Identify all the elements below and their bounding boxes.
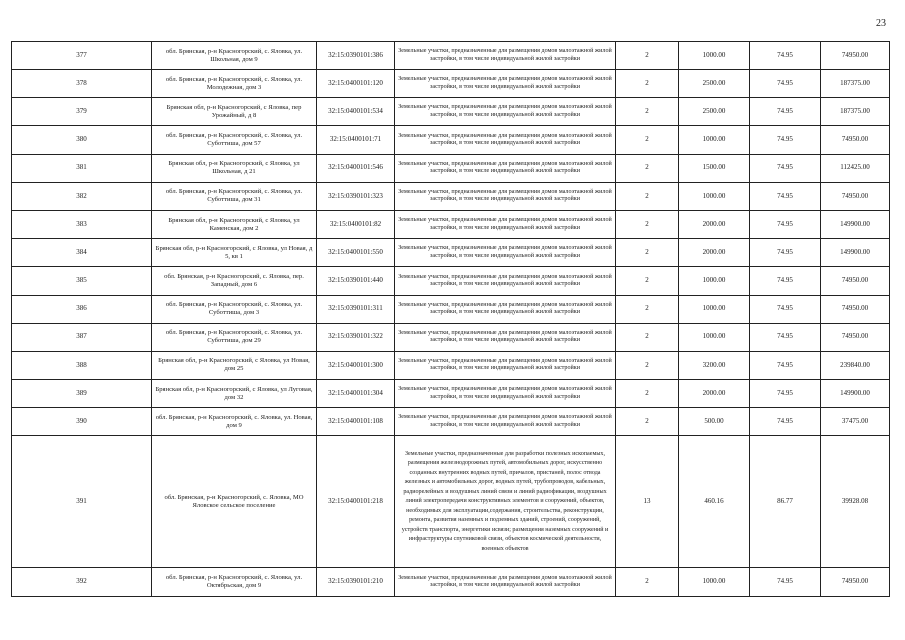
group-code-cell: 2 xyxy=(616,98,679,126)
specific-value-cell: 74.95 xyxy=(750,42,821,70)
area-cell: 460.16 xyxy=(679,436,750,568)
row-number-cell: 384 xyxy=(12,239,152,267)
area-cell: 1500.00 xyxy=(679,154,750,182)
address-cell: обл. Брянская, р-н Красногорский, с. Яловка, ул. Молодежная, дом 3 xyxy=(152,70,317,98)
cadastral-number-cell: 32:15:0390101:311 xyxy=(317,295,395,323)
group-code-cell: 2 xyxy=(616,295,679,323)
specific-value-cell: 74.95 xyxy=(750,380,821,408)
land-use-cell: Земельные участки, предназначенные для размещения домов малоэтажной жилой застройки, в том числе индивидуальной жилой застройки xyxy=(395,70,616,98)
land-use-cell: Земельные участки, предназначенные для размещения домов малоэтажной жилой застройки, в том числе индивидуальной жилой застройки xyxy=(395,267,616,295)
table-row xyxy=(12,210,890,238)
cadastral-value-cell: 187375.00 xyxy=(821,98,890,126)
cadastral-number-cell: 32:15:0400101:82 xyxy=(317,210,395,238)
area-cell: 500.00 xyxy=(679,408,750,436)
area-cell: 1000.00 xyxy=(679,42,750,70)
cadastral-value-cell: 74950.00 xyxy=(821,126,890,154)
cadastral-value-cell: 37475.00 xyxy=(821,408,890,436)
group-code-cell: 2 xyxy=(616,239,679,267)
cadastral-value-cell: 74950.00 xyxy=(821,568,890,596)
table-row xyxy=(12,351,890,379)
cadastral-number-cell: 32:15:0400101:304 xyxy=(317,380,395,408)
land-use-cell: Земельные участки, предназначенные для размещения домов малоэтажной жилой застройки, в том числе индивидуальной жилой застройки xyxy=(395,351,616,379)
group-code-cell: 2 xyxy=(616,70,679,98)
area-cell: 2000.00 xyxy=(679,210,750,238)
group-code-cell: 2 xyxy=(616,267,679,295)
row-number-cell: 389 xyxy=(12,380,152,408)
cadastral-value-cell: 149900.00 xyxy=(821,210,890,238)
group-code-cell: 2 xyxy=(616,182,679,210)
row-number-cell: 388 xyxy=(12,351,152,379)
table-row xyxy=(12,239,890,267)
land-use-cell: Земельные участки, предназначенные для размещения домов малоэтажной жилой застройки, в том числе индивидуальной жилой застройки xyxy=(395,408,616,436)
row-number-cell: 380 xyxy=(12,126,152,154)
area-cell: 3200.00 xyxy=(679,351,750,379)
land-use-cell: Земельные участки, предназначенные для размещения домов малоэтажной жилой застройки, в том числе индивидуальной жилой застройки xyxy=(395,323,616,351)
table-row xyxy=(12,182,890,210)
cadastral-value-cell: 74950.00 xyxy=(821,42,890,70)
cadastral-value-cell: 39928.08 xyxy=(821,436,890,568)
address-cell: обл. Брянская, р-н Красногорский, с. Яловка, ул. Суботтиша, дом 3 xyxy=(152,295,317,323)
cadastral-number-cell: 32:15:0390101:210 xyxy=(317,568,395,596)
table-row xyxy=(12,323,890,351)
area-cell: 1000.00 xyxy=(679,568,750,596)
cadastral-number-cell: 32:15:0400101:534 xyxy=(317,98,395,126)
table-row xyxy=(12,295,890,323)
address-cell: обл. Брянская, р-н Красногорский, с. Яловка, ул. Школьная, дом 9 xyxy=(152,42,317,70)
row-number-cell: 392 xyxy=(12,568,152,596)
group-code-cell: 2 xyxy=(616,568,679,596)
address-cell: Брянская обл, р-н Красногорский, с Яловка, пер Урожайный, д 8 xyxy=(152,98,317,126)
row-number-cell: 383 xyxy=(12,210,152,238)
group-code-cell: 2 xyxy=(616,408,679,436)
table-row xyxy=(12,70,890,98)
address-cell: обл. Брянская, р-н Красногорский, с. Яловка, МО Яловское сельское поселение xyxy=(152,436,317,568)
address-cell: обл. Брянская, р-н Красногорский, с. Яловка, ул. Суботтиша, дом 31 xyxy=(152,182,317,210)
land-use-cell: Земельные участки, предназначенные для размещения домов малоэтажной жилой застройки, в том числе индивидуальной жилой застройки xyxy=(395,210,616,238)
land-use-cell: Земельные участки, предназначенные для размещения домов малоэтажной жилой застройки, в том числе индивидуальной жилой застройки xyxy=(395,239,616,267)
land-use-cell: Земельные участки, предназначенные для размещения домов малоэтажной жилой застройки, в том числе индивидуальной жилой застройки xyxy=(395,98,616,126)
cadastral-value-cell: 187375.00 xyxy=(821,70,890,98)
specific-value-cell: 74.95 xyxy=(750,323,821,351)
cadastral-number-cell: 32:15:0400101:550 xyxy=(317,239,395,267)
cadastral-value-cell: 74950.00 xyxy=(821,182,890,210)
group-code-cell: 2 xyxy=(616,323,679,351)
cadastral-value-cell: 74950.00 xyxy=(821,295,890,323)
address-cell: обл. Брянская, р-н Красногорский, с. Яловка, пер. Западный, дом 6 xyxy=(152,267,317,295)
cadastral-number-cell: 32:15:0400101:120 xyxy=(317,70,395,98)
row-number-cell: 387 xyxy=(12,323,152,351)
row-number-cell: 382 xyxy=(12,182,152,210)
land-use-cell: Земельные участки, предназначенные для размещения домов малоэтажной жилой застройки, в том числе индивидуальной жилой застройки xyxy=(395,295,616,323)
specific-value-cell: 74.95 xyxy=(750,70,821,98)
address-cell: Брянская обл, р-н Красногорский, с Яловка, ул Школьная, д 21 xyxy=(152,154,317,182)
cadastral-value-cell: 149900.00 xyxy=(821,380,890,408)
cadastral-value-cell: 239840.00 xyxy=(821,351,890,379)
table-row xyxy=(12,126,890,154)
row-number-cell: 386 xyxy=(12,295,152,323)
specific-value-cell: 74.95 xyxy=(750,351,821,379)
table-body xyxy=(12,42,890,597)
table-row xyxy=(12,154,890,182)
cadastral-number-cell: 32:15:0390101:323 xyxy=(317,182,395,210)
land-use-cell: Земельные участки, предназначенные для размещения домов малоэтажной жилой застройки, в том числе индивидуальной жилой застройки xyxy=(395,154,616,182)
land-use-cell: Земельные участки, предназначенные для размещения домов малоэтажной жилой застройки, в том числе индивидуальной жилой застройки xyxy=(395,568,616,596)
group-code-cell: 2 xyxy=(616,351,679,379)
specific-value-cell: 86.77 xyxy=(750,436,821,568)
address-cell: Брянская обл, р-н Красногорский, с Яловка, ул Новая, д 5, кв 1 xyxy=(152,239,317,267)
row-number-cell: 379 xyxy=(12,98,152,126)
land-use-cell: Земельные участки, предназначенные для размещения домов малоэтажной жилой застройки, в том числе индивидуальной жилой застройки xyxy=(395,42,616,70)
land-registry-table xyxy=(11,41,890,597)
table-row xyxy=(12,408,890,436)
land-use-cell: Земельные участки, предназначенные для размещения домов малоэтажной жилой застройки, в том числе индивидуальной жилой застройки xyxy=(395,380,616,408)
address-cell: Брянская обл, р-н Красногорский, с Яловка, ул Каменская, дом 2 xyxy=(152,210,317,238)
cadastral-number-cell: 32:15:0390101:386 xyxy=(317,42,395,70)
row-number-cell: 385 xyxy=(12,267,152,295)
cadastral-value-cell: 112425.00 xyxy=(821,154,890,182)
specific-value-cell: 74.95 xyxy=(750,98,821,126)
specific-value-cell: 74.95 xyxy=(750,126,821,154)
area-cell: 2500.00 xyxy=(679,98,750,126)
area-cell: 1000.00 xyxy=(679,182,750,210)
address-cell: обл. Брянская, р-н Красногорский, с. Яловка, ул. Суботтиша, дом 57 xyxy=(152,126,317,154)
area-cell: 1000.00 xyxy=(679,323,750,351)
area-cell: 1000.00 xyxy=(679,267,750,295)
cadastral-value-cell: 74950.00 xyxy=(821,267,890,295)
cadastral-number-cell: 32:15:0390101:322 xyxy=(317,323,395,351)
group-code-cell: 2 xyxy=(616,42,679,70)
address-cell: Брянская обл, р-н Красногорский, с Яловка, ул Новая, дом 25 xyxy=(152,351,317,379)
cadastral-number-cell: 32:15:0390101:440 xyxy=(317,267,395,295)
page-number: 23 xyxy=(876,18,886,29)
address-cell: обл. Брянская, р-н Красногорский, с. Яловка, ул. Октябрьская, дом 9 xyxy=(152,568,317,596)
group-code-cell: 13 xyxy=(616,436,679,568)
land-use-cell: Земельные участки, предназначенные для разработки полезных ископаемых, размещения железнодорожных путей, автомобильных дорог, искусственно созданных внутренних водных путей, причалов, пристаней, полос отвода железных и автомобильных дорог, водных путей, трубопроводов, кабельных, радиорелейных и воздушных линий связи и линий радиофикации, воздушных линий электропередачи конструктивных элементов и сооружений, объектов, необходимых для эксплуатации,содержания, строительства, реконструкции, ремонта, развития наземных и подземных зданий, строений, сооружений, устройств транспорта, энергетики исвязи; размещения наземных сооружений и инфраструктуры спутниковой связи, объектов космической деятельности, военных объектов xyxy=(395,436,616,568)
land-use-cell: Земельные участки, предназначенные для размещения домов малоэтажной жилой застройки, в том числе индивидуальной жилой застройки xyxy=(395,182,616,210)
specific-value-cell: 74.95 xyxy=(750,154,821,182)
address-cell: обл. Брянская, р-н Красногорский, с. Яловка, ул. Суботтиша, дом 29 xyxy=(152,323,317,351)
cadastral-number-cell: 32:15:0400101:108 xyxy=(317,408,395,436)
row-number-cell: 381 xyxy=(12,154,152,182)
cadastral-value-cell: 74950.00 xyxy=(821,323,890,351)
cadastral-number-cell: 32:15:0400101:300 xyxy=(317,351,395,379)
table-row xyxy=(12,267,890,295)
specific-value-cell: 74.95 xyxy=(750,295,821,323)
table-row xyxy=(12,98,890,126)
specific-value-cell: 74.95 xyxy=(750,182,821,210)
group-code-cell: 2 xyxy=(616,210,679,238)
cadastral-number-cell: 32:15:0400101:71 xyxy=(317,126,395,154)
area-cell: 2000.00 xyxy=(679,239,750,267)
specific-value-cell: 74.95 xyxy=(750,210,821,238)
table-row xyxy=(12,436,890,568)
land-use-cell: Земельные участки, предназначенные для размещения домов малоэтажной жилой застройки, в том числе индивидуальной жилой застройки xyxy=(395,126,616,154)
group-code-cell: 2 xyxy=(616,126,679,154)
row-number-cell: 390 xyxy=(12,408,152,436)
group-code-cell: 2 xyxy=(616,154,679,182)
table-row xyxy=(12,568,890,596)
cadastral-number-cell: 32:15:0400101:546 xyxy=(317,154,395,182)
specific-value-cell: 74.95 xyxy=(750,239,821,267)
address-cell: Брянская обл, р-н Красногорский, с Яловка, ул Луговая, дом 32 xyxy=(152,380,317,408)
row-number-cell: 377 xyxy=(12,42,152,70)
address-cell: обл. Брянская, р-н Красногорский, с. Яловка, ул. Новая, дом 9 xyxy=(152,408,317,436)
row-number-cell: 391 xyxy=(12,436,152,568)
table-row xyxy=(12,42,890,70)
specific-value-cell: 74.95 xyxy=(750,408,821,436)
specific-value-cell: 74.95 xyxy=(750,568,821,596)
specific-value-cell: 74.95 xyxy=(750,267,821,295)
cadastral-value-cell: 149900.00 xyxy=(821,239,890,267)
area-cell: 1000.00 xyxy=(679,295,750,323)
row-number-cell: 378 xyxy=(12,70,152,98)
area-cell: 2000.00 xyxy=(679,380,750,408)
cadastral-number-cell: 32:15:0400101:218 xyxy=(317,436,395,568)
area-cell: 1000.00 xyxy=(679,126,750,154)
area-cell: 2500.00 xyxy=(679,70,750,98)
group-code-cell: 2 xyxy=(616,380,679,408)
table-row xyxy=(12,380,890,408)
